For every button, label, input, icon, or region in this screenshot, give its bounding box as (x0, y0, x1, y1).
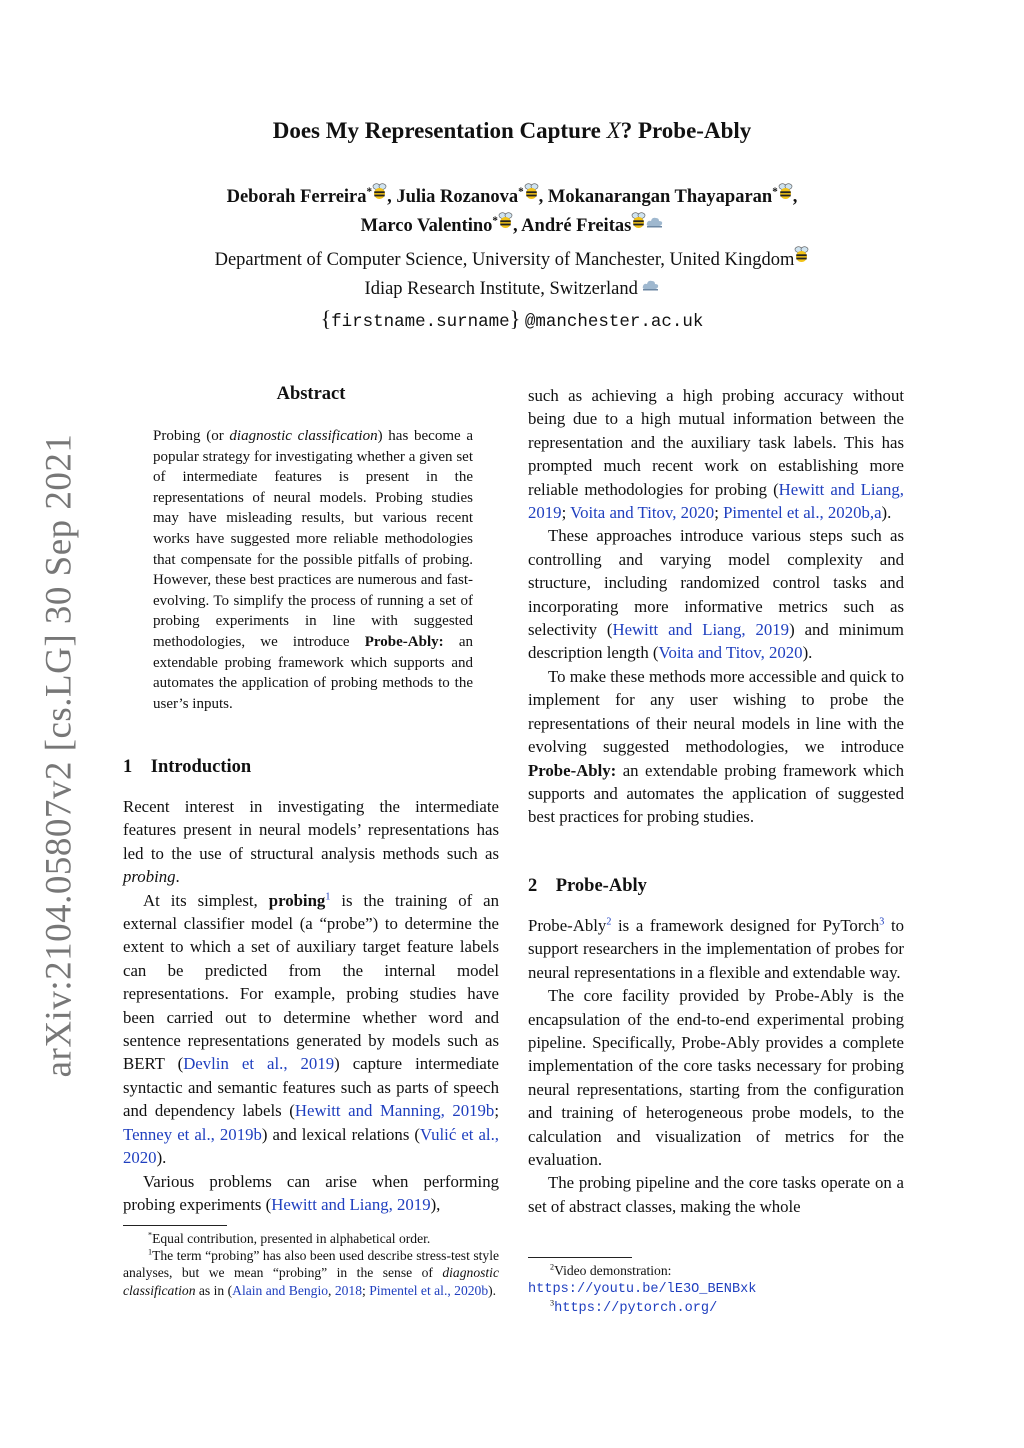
paper-title: Does My Representation Capture X? Probe-Ably (272, 118, 752, 143)
footnote: *Equal contribution, presented in alphabetical order. (148, 1230, 431, 1246)
footnote-ref[interactable]: 1 (325, 891, 331, 903)
footnote: $^2$Video demonstration: (550, 1262, 672, 1278)
bee-icon (778, 183, 793, 200)
paragraph: To make these methods more accessible and quick to implement for any user wishing to probe the representations of their neural models in line with the evolving suggested methodologies, we introduce Probe-Ably: an extendable probing framework which supports and automates the application of suggested best practices for probing studies. (528, 666, 904, 827)
footnote-rule (123, 1225, 227, 1226)
citation-link[interactable]: Pimentel et al., 2020b,a (723, 503, 882, 523)
bee-icon (524, 183, 539, 200)
citation-link[interactable]: Hewitt and Manning, 2019b (294, 1101, 495, 1121)
citation-link[interactable]: Vulić et al., 2020 (123, 1124, 499, 1168)
paragraph: such as achieving a high probing accuracy without being due to a high mutual information between the representation and the auxiliary task labels. This has prompted much recent work on establishing more reliable methodologies for probing (Hewitt and Liang, 2019; Voita and Titov, 2020; Pimentel et al., 2020b,a). (528, 386, 905, 523)
citation-link[interactable]: Voita and Titov, 2020 (658, 643, 803, 663)
probe-ably-body (528, 914, 904, 1218)
paragraph: The core facility provided by Probe-Ably is the encapsulation of the end-to-end experimental probing pipeline. Specifically, Probe-Ably provides a complete implementation of the core tasks necessary for probing neural representations, starting from the configuration and training of heterogeneous probe models, to the calculation and visualization of metrics for the evaluation. (528, 986, 904, 1170)
affiliations (0, 246, 1024, 337)
affiliation-manchester: Department of Computer Science, University of Manchester, United Kingdom (0, 246, 1024, 275)
bee-icon (794, 246, 809, 263)
footnote-ref[interactable]: 2 (606, 916, 612, 928)
section-heading-introduction: 1 Introduction (123, 757, 252, 777)
section-heading-probe-ably: 2 Probe-Ably (528, 876, 647, 896)
author-name: Marco Valentino (360, 216, 493, 236)
citation-link[interactable]: Hewitt and Liang, 2019 (612, 620, 790, 640)
paragraph: These approaches introduce various steps such as controlling and varying model complexity and structure, including randomized control tasks and incorporating more informative metrics such as selectivity (Hewitt and Liang, 2019) and minimum description length (Voita and Titov, 2020). (528, 526, 904, 663)
author-list (0, 183, 1024, 241)
video-link[interactable]: https://youtu.be/lE3O_BENBxk (528, 1282, 757, 1298)
author-name: , Julia Rozanova (387, 187, 519, 207)
footnote: $^1$The term “probing” has also been used describe stress-test style analyses, but we mean “probing” in the sense of diagnostic classification as in (Alain and Bengio, 2018; Pimentel et al., 2020b). (123, 1247, 499, 1298)
author-line-2: Marco Valentino* , André Freitas (0, 212, 1024, 241)
footnotes-left (123, 1230, 499, 1299)
citation-link[interactable]: Hewitt and Liang, 2019 (528, 479, 905, 523)
abstract-text: Probing (or diagnostic classification) has become a popular strategy for investigating whether a given set of intermediate features is present in the representations of neural models. Probing studies may have misleading results, but various recent works have suggested more reliable methodologies that compensate for the possible pitfalls of probing. However, these best practices are numerous and fast-evolving. To simplify the process of running a set of probing experiments in line with suggested methodologies, we introduce Probe-Ably: an extendable probing framework which supports and automates the application of probing methods to the user’s inputs. (153, 428, 473, 712)
footnote: $^3$https://pytorch.org/ (550, 1298, 718, 1317)
citation-link[interactable]: Pimentel et al., 2020b (369, 1282, 489, 1298)
author-name: , Mokanarangan Thayaparan (538, 187, 773, 207)
pytorch-link[interactable]: https://pytorch.org/ (554, 1301, 718, 1317)
citation-link[interactable]: Hewitt and Liang, 2019 (271, 1194, 431, 1214)
author-name: Deborah Ferreira (226, 187, 367, 207)
email-address: {firstname.surname} @manchester.ac.uk (320, 306, 704, 332)
paragraph: Recent interest in investigating the intermediate features present in neural models’ representations has led to the use of structural analysis methods such as probing. (123, 797, 499, 887)
bee-icon (631, 212, 646, 229)
citation-link[interactable]: Voita and Titov, 2020 (570, 503, 715, 523)
citation-link[interactable]: Alain and Bengio (232, 1282, 329, 1298)
footnotes-right (528, 1262, 904, 1318)
citation-link[interactable]: Devlin et al., 2019 (183, 1054, 335, 1074)
citation-link[interactable]: 2018 (334, 1282, 363, 1298)
bee-icon (498, 212, 513, 229)
introduction-body (123, 795, 499, 1216)
arxiv-side-label: arXiv:2104.05807v2 [cs.LG] 30 Sep 2021 (38, 433, 80, 1077)
bee-icon (372, 183, 387, 200)
footnote-rule (528, 1257, 632, 1258)
author-name: , André Freitas (512, 216, 632, 236)
mountain-cloud-icon (642, 278, 659, 291)
affiliation-idiap: Idiap Research Institute, Switzerland (0, 275, 1024, 304)
footnote-url-line (528, 1279, 904, 1298)
paragraph: The probing pipeline and the core tasks operate on a set of abstract classes, making the whole (528, 1173, 904, 1216)
paragraph: Various problems can arise when performing probing experiments (Hewitt and Liang, 2019), (123, 1171, 499, 1214)
citation-link[interactable]: Tenney et al., 2019b (123, 1124, 262, 1144)
right-column-top (528, 384, 904, 829)
footnote-ref[interactable]: 3 (879, 916, 885, 928)
mountain-cloud-icon (646, 215, 663, 228)
paragraph: At its simplest, probing$^1$ is the training of an external classifier model (a “probe”) to determine the extent to which a set of auxiliary target feature labels can be predicted from the internal model representations. For example, probing studies have been carried out to determine whether word and sentence representations generated by models such as BERT (Devlin et al., 2019) capture intermediate syntactic and semantic features such as parts of speech and dependency labels (Hewitt and Manning, 2019b; Tenney et al., 2019b) and lexical relations (Vulić et al., 2020). (123, 890, 500, 1168)
paragraph: Probe-Ably$^2$ is a framework designed for PyTorch$^3$ to support researchers in the implementation of probes for neural representations in a flexible and extendable way. (528, 916, 904, 982)
author-line-1: Deborah Ferreira* , Julia Rozanova* , Mokanarangan Thayaparan* , (0, 183, 1024, 212)
abstract-heading: Abstract (276, 384, 346, 404)
